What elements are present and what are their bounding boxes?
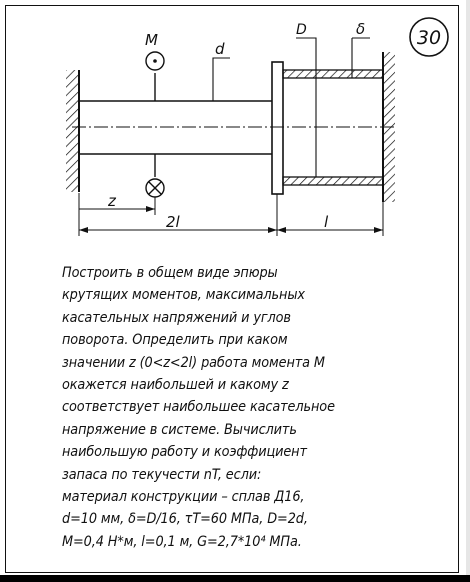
dimension-z <box>79 192 155 236</box>
statement-line: значении z (0<z<2l) работа момента M <box>62 354 325 371</box>
statement-line: напряжение в системе. Вычислить <box>62 421 297 438</box>
bottom-edge-strip <box>0 575 470 582</box>
dimension-2l-label: 2l <box>166 213 180 231</box>
statement-line: M=0,4 Н*м, l=0,1 м, G=2,7*10⁴ МПа. <box>62 533 302 550</box>
statement-line: окажется наибольшей и какому z <box>62 377 289 394</box>
dimension-l-label: l <box>324 213 329 231</box>
dimension-z-label: z <box>108 192 116 210</box>
moment-label: M <box>145 31 158 49</box>
moment-cross-icon <box>146 179 164 197</box>
statement-line: соответствует наибольшее касательное <box>62 399 335 416</box>
problem-number: 30 <box>416 27 442 49</box>
statement-line: поворота. Определить при каком <box>62 332 288 349</box>
flange-disk <box>272 62 283 194</box>
wall-thickness-label: δ <box>356 20 366 38</box>
statement-line: крутящих моментов, максимальных <box>62 287 305 304</box>
statement-line: касательных напряжений и углов <box>62 309 291 326</box>
statement-line: d=10 мм, δ=D/16, τT=60 МПа, D=2d, <box>62 511 308 528</box>
statement-line: запаса по текучести nT, если: <box>62 466 262 483</box>
problem-statement <box>62 262 442 553</box>
applied-moment <box>145 31 164 197</box>
statement-line: наибольшую работу и коэффициент <box>62 444 307 461</box>
statement-line: Построить в общем виде эпюры <box>62 265 278 281</box>
right-edge-strip <box>466 0 470 582</box>
dimension-l <box>277 202 383 236</box>
problem-number-badge <box>410 18 448 56</box>
statement-line: материал конструкции – сплав Д16, <box>62 489 305 506</box>
diameter-d-label: d <box>215 40 225 58</box>
diameter-D-leader <box>296 22 316 177</box>
shaft-drawing <box>0 0 470 260</box>
wall-thickness-leader <box>352 20 370 78</box>
left-wall-support <box>66 70 79 192</box>
diameter-d-leader <box>213 40 230 101</box>
diameter-D-label: D <box>296 22 307 38</box>
